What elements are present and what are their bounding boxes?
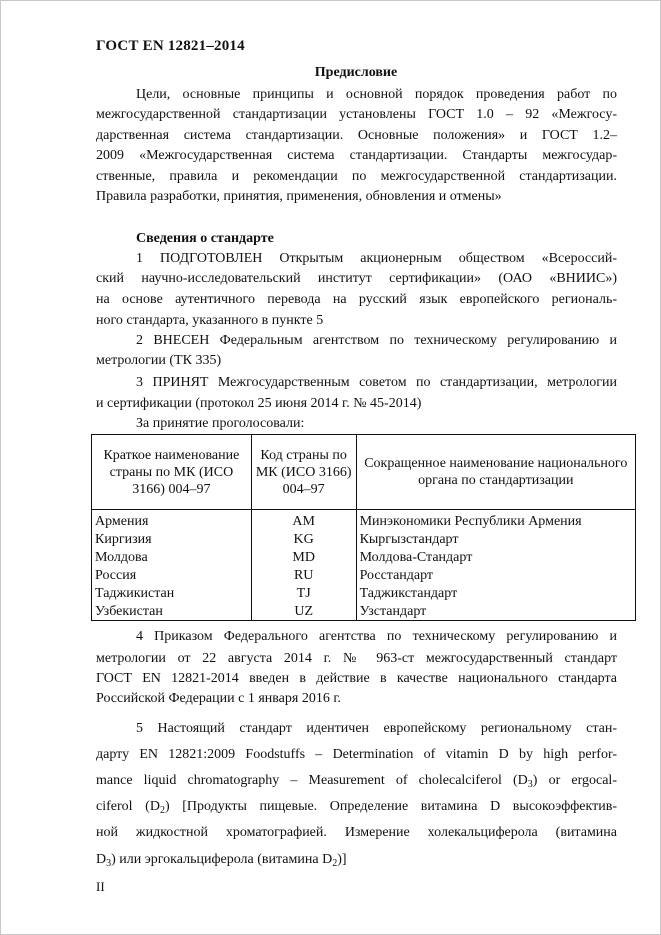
preface-line: Цели, основные принципы и основной порядок проведения работ по	[136, 87, 617, 102]
subscript-3: 3	[527, 779, 533, 790]
code-cell: TJ	[251, 584, 356, 602]
preface-line: 2009 «Межгосударственная система стандартизации. Стандарты межгосудар-	[96, 148, 617, 163]
preface-title: Предисловие	[314, 65, 398, 80]
code-cell: KG	[251, 530, 356, 548]
preface-line: Правила разработки, принятия, применения, обновления и отмены»	[96, 189, 502, 204]
country-cell: Таджикистан	[92, 584, 252, 602]
preface-line: ственные, правила и рекомендации по межгосударственной стандартизации.	[96, 169, 617, 184]
column-header-body: Сокращенное наименование национального органа по стандартизации	[356, 435, 635, 510]
info-item-3-line: 3 ПРИНЯТ Межгосударственным советом по стандартизации, метрологии	[136, 375, 617, 390]
country-cell: Армения	[92, 510, 252, 531]
table-row	[92, 602, 636, 621]
body-cell: Минэкономики Республики Армения	[356, 510, 635, 531]
info-item-1-line: ного стандарта, указанного в пункте 5	[96, 313, 324, 328]
page-number: II	[96, 879, 105, 894]
info-item-1-line: на основе аутентичного перевода на русский язык европейского региональ-	[96, 292, 617, 307]
table-row	[92, 510, 636, 531]
item-5-line	[96, 850, 617, 870]
item-5-line	[96, 797, 617, 817]
subscript-3: 3	[106, 858, 112, 869]
document-id-header: ГОСТ EN 12821–2014	[96, 38, 245, 54]
subscript-2: 2	[332, 858, 338, 869]
item-5-text: ciferol (D	[96, 799, 160, 814]
body-cell: Росстандарт	[356, 566, 635, 584]
body-cell: Кыргызстандарт	[356, 530, 635, 548]
voted-label: За принятие проголосовали:	[136, 416, 305, 431]
code-cell: MD	[251, 548, 356, 566]
country-cell: Молдова	[92, 548, 252, 566]
info-heading: Сведения о стандарте	[136, 231, 274, 246]
body-cell: Молдова-Стандарт	[356, 548, 635, 566]
info-item-3-line: и сертификации (протокол 25 июня 2014 г. № 45-2014)	[96, 396, 422, 411]
table-row	[92, 584, 636, 602]
item-5-line: ной жидкостной хроматографией. Измерение холекальциферола (витамина	[96, 825, 617, 840]
preface-line: межгосударственной стандартизации установлены ГОСТ 1.0 – 92 «Межгосу-	[96, 107, 617, 122]
info-item-2-line: метрологии (ТК 335)	[96, 353, 222, 368]
subscript-2: 2	[159, 805, 165, 816]
body-cell: Таджикстандарт	[356, 584, 635, 602]
info-item-1-line: 1 ПОДГОТОВЛЕН Открытым акционерным обществом «Всероссий-	[136, 251, 617, 266]
country-cell: Россия	[92, 566, 252, 584]
item-5-text: )]	[337, 852, 347, 867]
item-5-text: ) или эргокальциферола (витамина D	[111, 852, 333, 867]
column-header-code: Код страны по МК (ИСО 3166) 004–97	[251, 435, 356, 510]
item-5-text: D	[96, 852, 107, 867]
table-row	[92, 530, 636, 548]
countries-table	[91, 434, 636, 621]
info-item-1-line: ский научно-исследовательский институт сертификации» (ОАО «ВНИИС»)	[96, 271, 617, 286]
item-5-text: ) [Продукты пищевые. Определение витамина D высокоэффектив-	[164, 799, 617, 814]
table-row	[92, 566, 636, 584]
table-row	[92, 548, 636, 566]
item-5-text: mance liquid chromatography – Measurement of cholecalciferol (D	[96, 773, 528, 788]
item-5-line: дарту EN 12821:2009 Foodstuffs – Determination of vitamin D by high perfor-	[96, 747, 617, 762]
item-5-text: ) or ergocal-	[532, 773, 617, 788]
item-4-line: метрологии от 22 августа 2014 г. № 963-ст межгосударственный стандарт	[96, 651, 617, 666]
code-cell: RU	[251, 566, 356, 584]
country-cell: Узбекистан	[92, 602, 252, 621]
item-4-line: Российской Федерации с 1 января 2016 г.	[96, 691, 341, 706]
item-5-line	[96, 771, 617, 791]
item-4-line: 4 Приказом Федерального агентства по техническому регулированию и	[136, 629, 617, 644]
country-cell: Киргизия	[92, 530, 252, 548]
code-cell: AM	[251, 510, 356, 531]
table-header-row	[92, 435, 636, 510]
preface-line: дарственная система стандартизации. Основные положения» и ГОСТ 1.2–	[96, 128, 617, 143]
item-4-line: ГОСТ EN 12821-2014 введен в действие в качестве национального стандарта	[96, 671, 617, 686]
code-cell: UZ	[251, 602, 356, 621]
body-cell: Узстандарт	[356, 602, 635, 621]
info-item-2-line: 2 ВНЕСЕН Федеральным агентством по техническому регулированию и	[136, 333, 617, 348]
column-header-country: Краткое наименование страны по МК (ИСО 3166) 004–97	[92, 435, 252, 510]
item-5-line: 5 Настоящий стандарт идентичен европейскому региональному стан-	[136, 721, 617, 736]
